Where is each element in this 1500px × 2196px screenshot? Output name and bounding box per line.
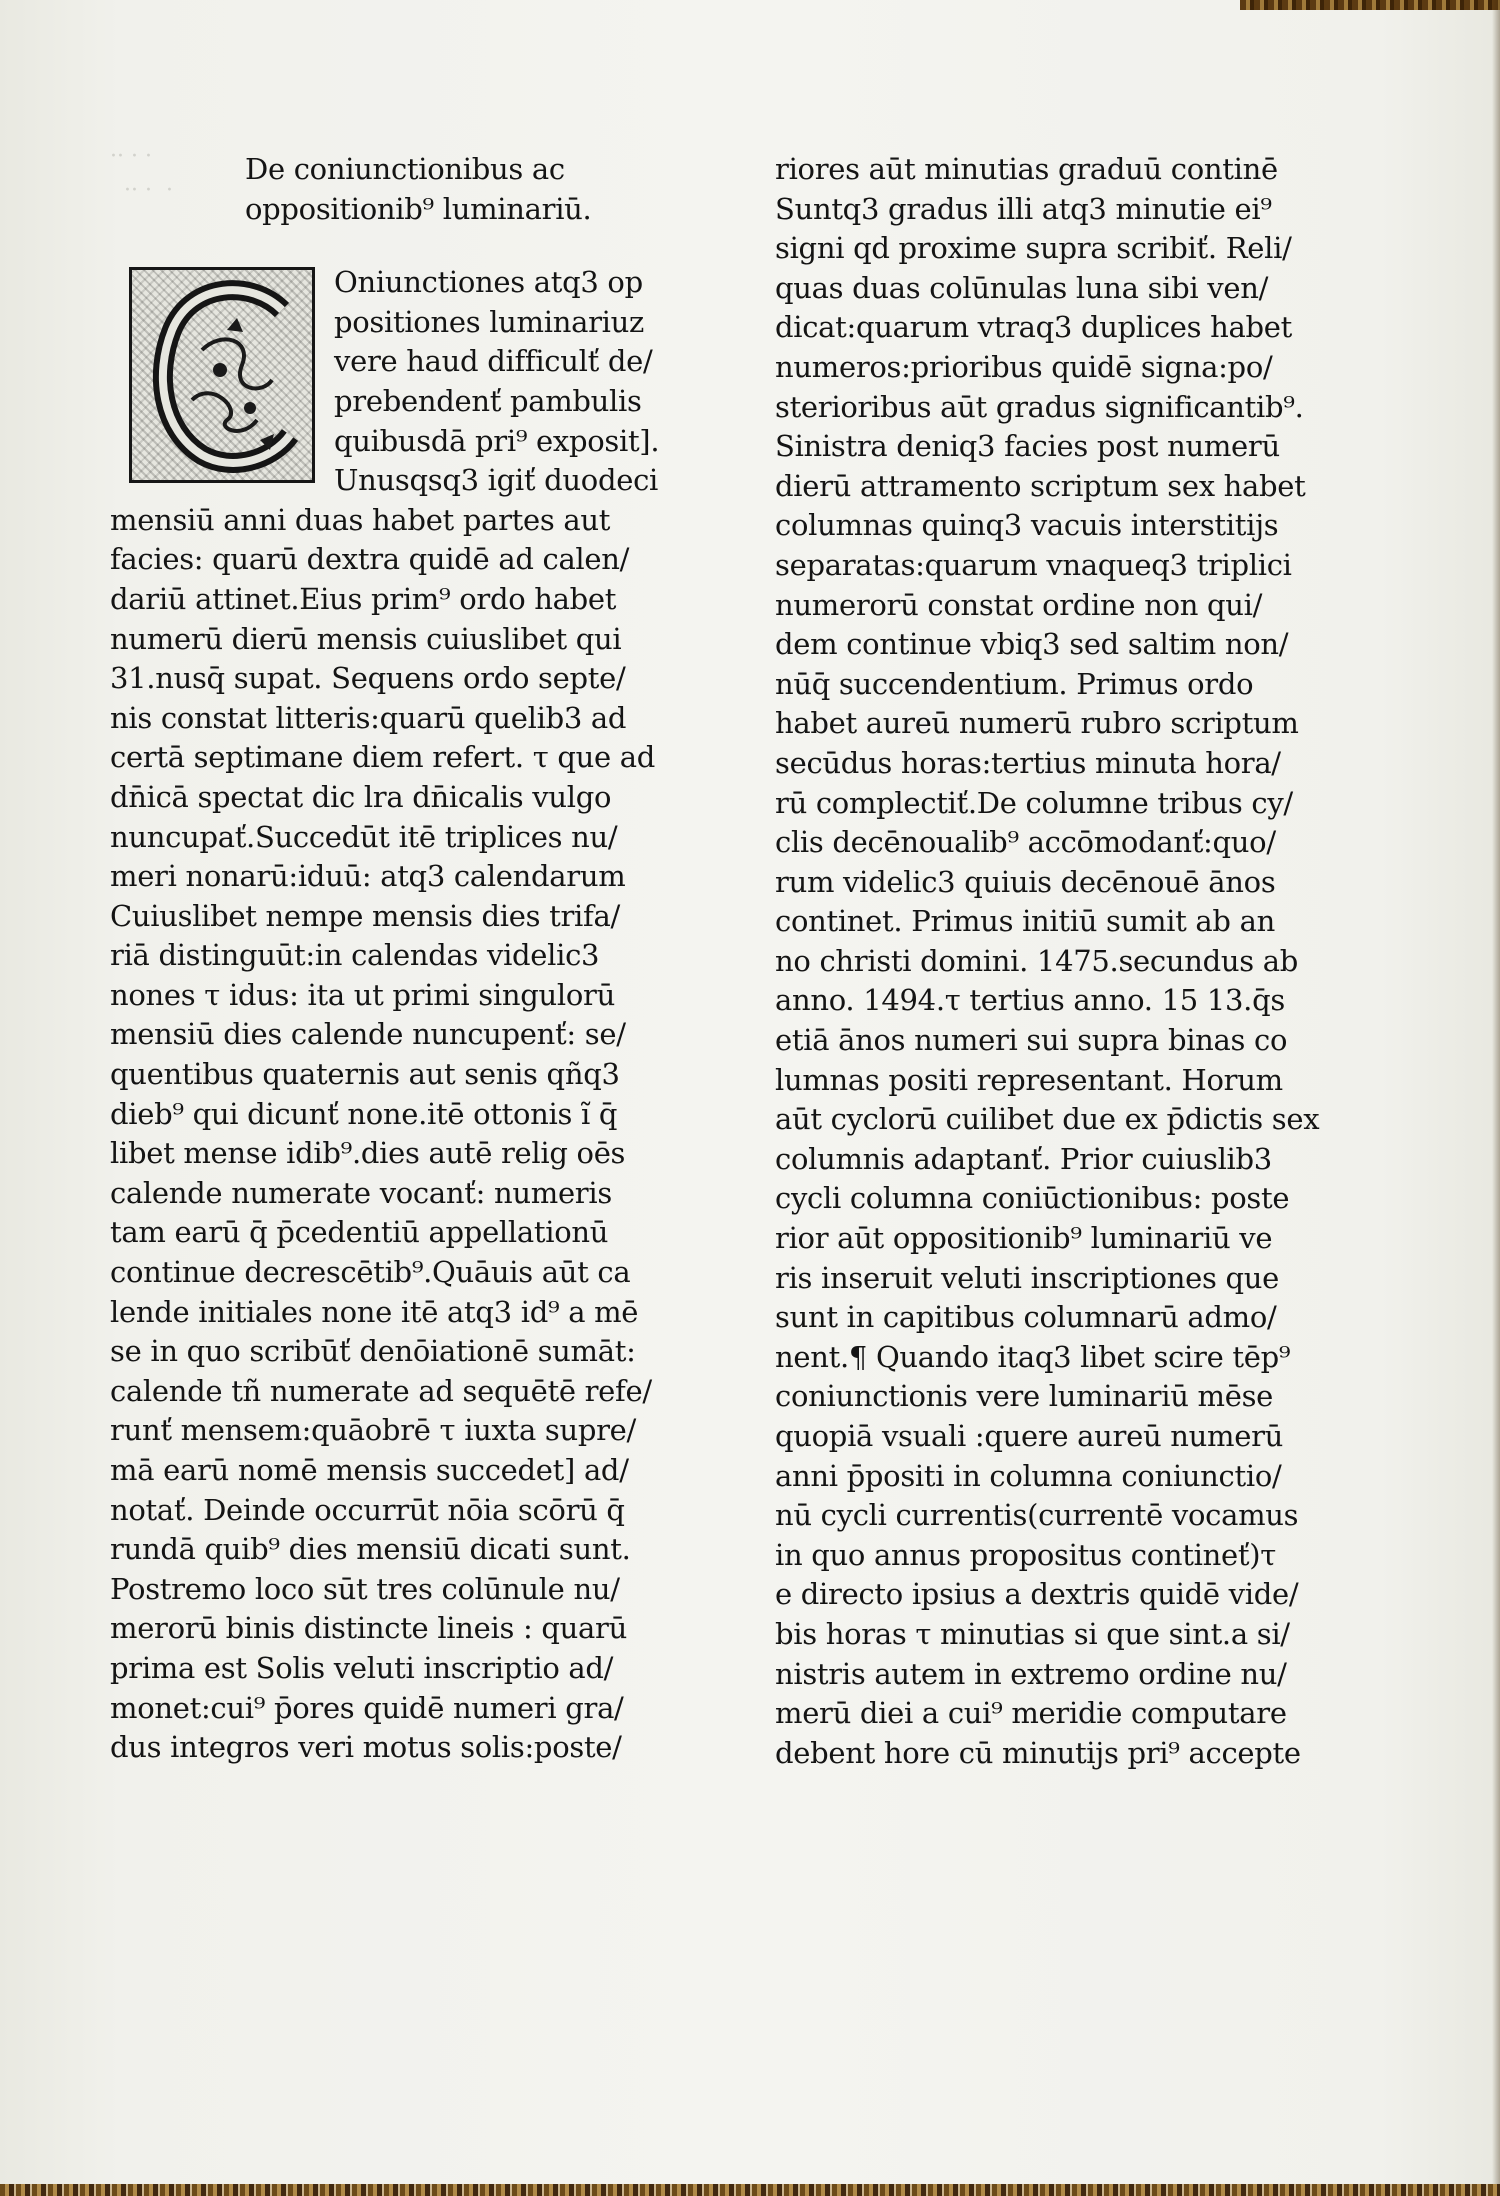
text-line: continet. Primus initiū sumit ab an (775, 904, 1275, 939)
text-line: numerorū constat ordine non qui/ (775, 587, 1263, 622)
text-line: Oniunctiones atq3 op (334, 265, 643, 300)
page-edge-bottom (0, 2184, 1500, 2196)
decorated-initial-capital (129, 267, 315, 483)
text-line: quas duas colūnulas luna sibi ven/ (775, 270, 1269, 305)
text-line: coniunctionis vere luminariū mēse (775, 1379, 1274, 1414)
text-line: no christi domini. 1475.secundus ab (775, 943, 1298, 978)
text-line: continue decrescētib⁹.Quāuis aūt ca (110, 1255, 631, 1290)
text-line: quopiā vsuali :quere aureū numerū (775, 1419, 1284, 1453)
text-line: cycli columna coniūctionibus: poste (775, 1181, 1290, 1216)
text-line: rior aūt oppositionib⁹ luminariū ve (775, 1221, 1273, 1256)
text-line: secūdus horas:tertius minuta hora/ (775, 745, 1281, 780)
text-line: mensiū anni duas habet partes aut (110, 502, 611, 537)
text-line: ris inseruit veluti inscriptiones que (775, 1260, 1279, 1295)
text-line: anni p̄positi in columna coniunctio/ (775, 1458, 1282, 1493)
text-line: in quo annus propositus contineť)τ (775, 1537, 1276, 1572)
heading-line: De coniunctionibus ac (245, 152, 565, 186)
text-line: lumnas positi representant. Horum (775, 1062, 1283, 1097)
text-line: calende numerate vocanť: numeris (110, 1175, 612, 1210)
text-line: quibusdā pri⁹ exposit]. (334, 423, 660, 458)
section-heading (110, 150, 685, 229)
text-line: merorū binis distincte lineis : quarū (110, 1611, 627, 1646)
right-column (775, 150, 1335, 1773)
text-line: facies: quarū dextra quidē ad calen/ (110, 542, 630, 577)
text-line: Suntq3 gradus illi atq3 minutie ei⁹ (775, 191, 1272, 226)
text-line: riā distinguūt:in calendas videlic3 (110, 938, 600, 973)
text-line: dierū attramento scriptum sex habet (775, 468, 1306, 503)
text-line: nistris autem in extremo ordine nu/ (775, 1656, 1287, 1691)
text-line: Sinistra deniq3 facies post numerū (775, 429, 1280, 464)
heading-line: oppositionib⁹ luminariū. (245, 191, 592, 226)
text-line: rum videlic3 quiuis decēnouē ānos (775, 864, 1276, 899)
text-line: habet aureū numerū rubro scriptum (775, 706, 1299, 741)
page-edge-right (1492, 0, 1500, 2196)
text-line: nent.¶ Quando itaq3 libet scire tēp⁹ (775, 1339, 1291, 1374)
text-line: numerū dierū mensis cuiuslibet qui (110, 621, 622, 656)
text-line: sterioribus aūt gradus significantib⁹. (775, 389, 1304, 424)
text-line: anno. 1494.τ tertius anno. 15 13.q̄s (775, 983, 1285, 1018)
text-line: dem continue vbiq3 sed saltim non/ (775, 627, 1289, 662)
text-line: rundā quib⁹ dies mensiū dicati sunt. (110, 1532, 631, 1567)
left-column (110, 150, 685, 1768)
text-line: rū complectiť.De columne tribus cy/ (775, 785, 1293, 820)
text-line: dn̄icā spectat dic lra dn̄icalis vulgo (110, 779, 612, 814)
left-body-text (110, 501, 685, 1768)
text-line: clis decēnoualib⁹ accōmodanť:quo/ (775, 825, 1276, 860)
page-edge-top (1240, 0, 1500, 10)
text-line: tam earū q̄ p̄cedentiū appellationū (110, 1215, 609, 1250)
text-line: dicat:quarum vtraq3 duplices habet (775, 310, 1293, 345)
text-line: vere haud difficulť de/ (334, 344, 653, 379)
text-line: mā earū nomē mensis succedet] ad/ (110, 1453, 629, 1487)
text-line: meri nonarū:iduū: atq3 calendarum (110, 859, 626, 894)
text-line: prebendenť pambulis (334, 383, 642, 418)
text-line: Cuiuslibet nempe mensis dies trifa/ (110, 898, 620, 933)
text-line: merū diei a cui⁹ meridie computare (775, 1696, 1287, 1731)
text-line: quentibus quaternis aut senis qñq3 (110, 1057, 620, 1092)
text-line: e directo ipsius a dextris quidē vide/ (775, 1577, 1299, 1612)
text-line: Postremo loco sūt tres colūnule nu/ (110, 1571, 620, 1606)
text-line: columnis adaptanť. Prior cuiuslib3 (775, 1141, 1272, 1176)
text-line: nuncupať.Succedūt itē triplices nu/ (110, 819, 618, 854)
text-line: debent hore cū minutijs pri⁹ accepte (775, 1735, 1301, 1770)
text-line: columnas quinq3 vacuis interstitijs (775, 508, 1279, 543)
text-line: nūq̄ succendentium. Primus ordo (775, 666, 1254, 701)
text-line: aūt cyclorū cuilibet due ex p̄dictis sex (775, 1102, 1320, 1137)
text-line: notať. Deinde occurrūt nōia scōrū q̄ (110, 1492, 625, 1527)
text-line: monet:cui⁹ p̄ores quidē numeri gra/ (110, 1690, 624, 1725)
text-line: calende tñ numerate ad sequētē refe/ (110, 1373, 652, 1408)
text-line: etiā ānos numeri sui supra binas co (775, 1023, 1288, 1058)
show-through-text: ·· · · ·· · · (110, 144, 173, 203)
text-line: dus integros veri motus solis:poste/ (110, 1730, 622, 1765)
text-line: bis horas τ minutias si que sint.a si/ (775, 1616, 1290, 1651)
text-line: prima est Solis veluti inscriptio ad/ (110, 1650, 614, 1685)
text-line: certā septimane diem refert. τ que ad (110, 740, 656, 775)
text-line: numeros:prioribus quidē signa:po/ (775, 349, 1273, 384)
text-line: dieb⁹ qui dicunť none.itē ottonis ĩ q̄ (110, 1096, 618, 1131)
text-line: se in quo scribūť denōiationē sumāt: (110, 1334, 636, 1369)
text-line: dariū attinet.Eius prim⁹ ordo habet (110, 581, 617, 616)
text-line: 31.nusq̄ supat. Sequens ordo septe/ (110, 661, 626, 696)
text-line: libet mense idib⁹.dies autē relig oēs (110, 1136, 626, 1171)
text-line: mensiū dies calende nuncupenť: se/ (110, 1017, 626, 1052)
text-line: positiones luminariuz (334, 304, 644, 339)
text-line: nis constat litteris:quarū quelib3 ad (110, 700, 627, 735)
text-line: separatas:quarum vnaqueq3 triplici (775, 547, 1292, 582)
text-line: signi qd proxime supra scribiť. Reli/ (775, 231, 1292, 266)
text-line: nū cycli currentis(currentē vocamus (775, 1498, 1299, 1533)
text-line: lende initiales none itē atq3 id⁹ a mē (110, 1294, 639, 1329)
text-line: nones τ idus: ita ut primi singulorū (110, 977, 615, 1012)
initial-letter-ornament (132, 270, 312, 480)
text-line: runť mensem:quāobrē τ iuxta supre/ (110, 1413, 636, 1448)
text-line: riores aūt minutias graduū continē (775, 152, 1278, 186)
text-line: Unusqsq3 igiť duodeci (334, 463, 658, 498)
text-line: sunt in capitibus columnarū admo/ (775, 1300, 1277, 1335)
